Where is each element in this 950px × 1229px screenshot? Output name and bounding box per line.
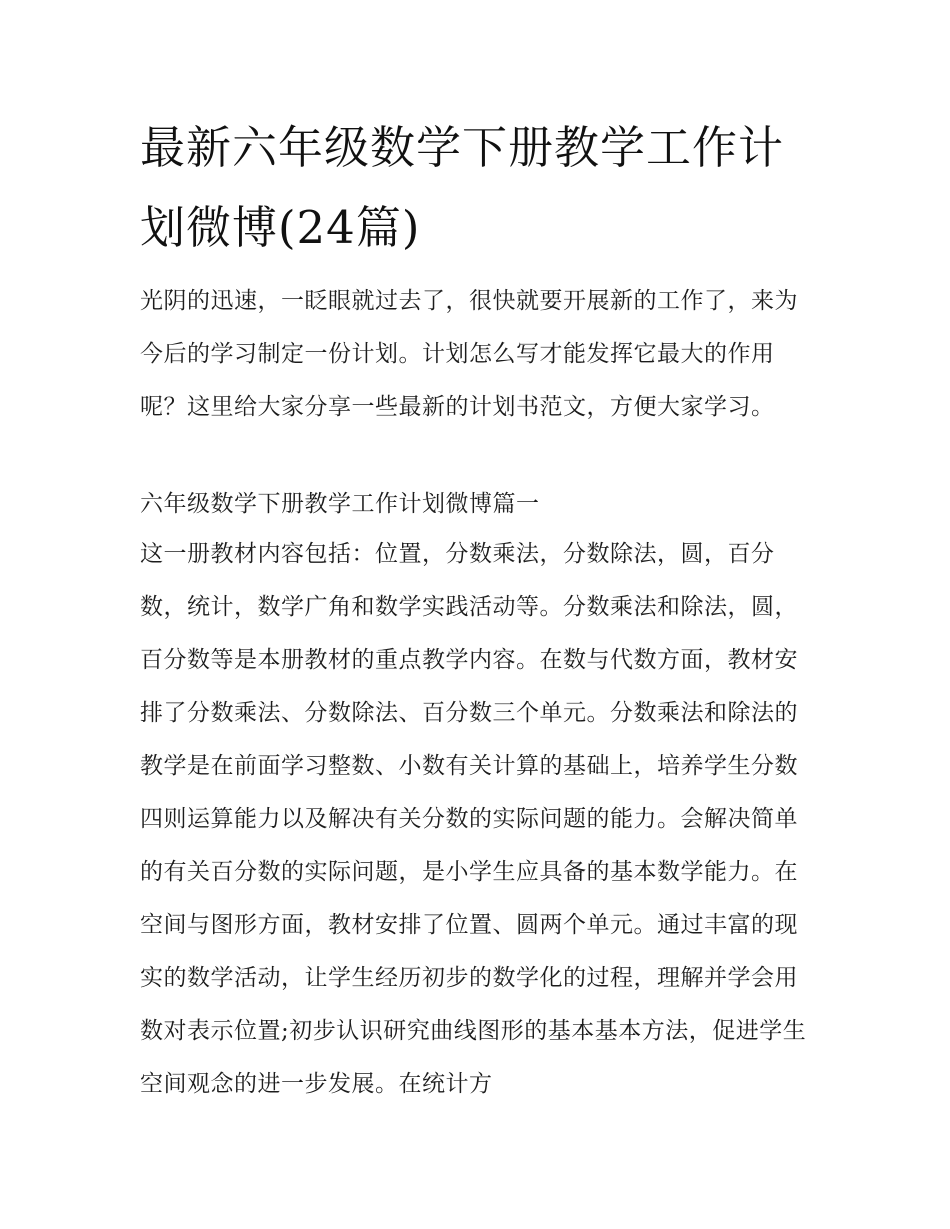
section-body-paragraph: 这一册教材内容包括：位置，分数乘法，分数除法，圆，百分数，统计，数学广角和数学实践活动等。分数乘法和除法，圆，百分数等是本册教材的重点教学内容。在数与代数方面，教材安排了分数乘法、分数除法、百分数三个单元。分数乘法和除法的教学是在前面学习整数、小数有关计算的基础上，培养学生分数四则运算能力以及解决有关分数的实际问题的能力。会解决简单的有关百分数的实际问题，是小学生应具备的基本数学能力。在空间与图形方面，教材安排了位置、圆两个单元。通过丰富的现实的数学活动，让学生经历初步的数学化的过程，理解并学会用数对表示位置;初步认识研究曲线图形的基本基本方法，促进学生空间观念的进一步发展。在统计方 [140,541,807,1097]
section-heading: 六年级数学下册教学工作计划微博篇一 [140,491,540,517]
document-title: 最新六年级数学下册教学工作计划微博(24篇) [140,121,785,254]
intro-paragraph: 光阴的迅速，一眨眼就过去了，很快就要开展新的工作了，来为今后的学习制定一份计划。计划怎么写才能发挥它最大的作用呢？这里给大家分享一些最新的计划书范文，方便大家学习。 [140,288,798,420]
